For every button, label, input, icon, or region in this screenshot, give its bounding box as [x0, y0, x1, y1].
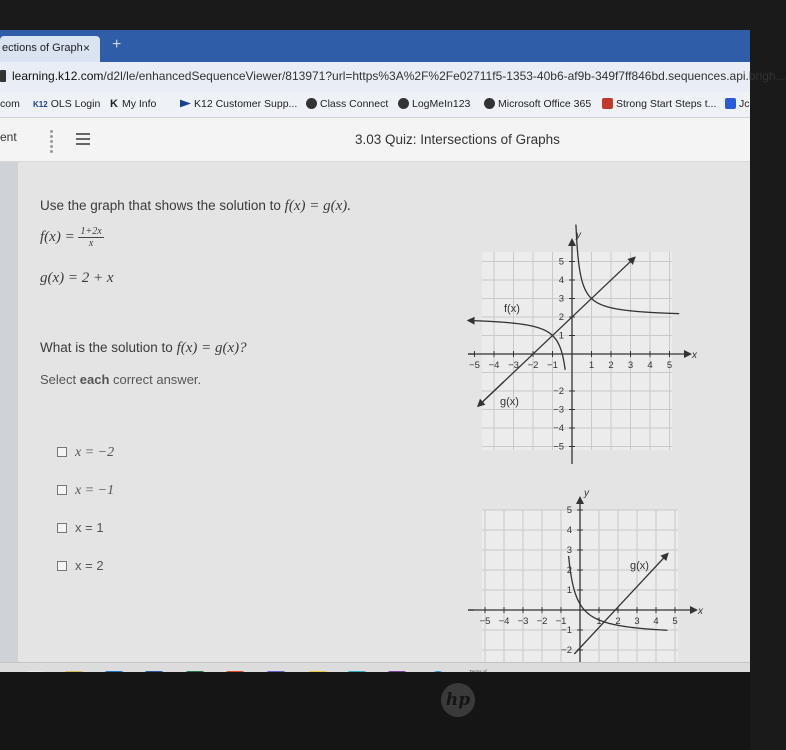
x-tick-label: −1	[555, 616, 567, 627]
site-info-icon[interactable]	[0, 70, 6, 82]
x-tick-label: −2	[527, 360, 539, 371]
f-denominator: x	[88, 238, 94, 249]
y-tick-label: 3	[558, 293, 564, 305]
url-host: learning.k12.com	[12, 69, 104, 83]
y-tick-label: 1	[566, 585, 572, 596]
g-definition: g(x) = 2 + x	[40, 270, 114, 286]
tab-close-icon[interactable]: ×	[83, 41, 91, 55]
hamburger-menu-icon[interactable]	[76, 133, 90, 144]
bookmark-strong-start[interactable]: Strong Start Steps t...	[602, 98, 716, 110]
g-label: g(x)	[630, 560, 649, 572]
question-prompt: Use the graph that shows the solution to f(x) = g(x).	[40, 198, 352, 214]
x-tick-label: 2	[608, 360, 614, 371]
address-bar[interactable]	[0, 62, 786, 92]
y-axis-label: y	[584, 488, 589, 499]
x-tick-label: −4	[488, 360, 500, 371]
bookmark-k12-customer-support[interactable]: K12 Customer Supp...	[180, 98, 297, 110]
globe-icon	[306, 98, 317, 109]
arrow-icon	[180, 98, 191, 109]
x-axis-label: x	[692, 350, 697, 361]
f-label: f(x)	[504, 303, 520, 315]
y-tick-label: 2	[558, 312, 564, 323]
url-text[interactable]	[12, 69, 786, 83]
x-tick-label: 3	[627, 360, 634, 371]
option-x-2[interactable]: x = 2	[57, 558, 104, 573]
bookmark-ols-login[interactable]: K12 OLS Login	[33, 98, 101, 110]
y-tick-label: −4	[553, 423, 564, 434]
page-title: 3.03 Quiz: Intersections of Graphs	[355, 132, 560, 147]
x-tick-label: −5	[469, 360, 480, 371]
y-tick-label: 5	[566, 505, 572, 516]
graph-2	[468, 488, 704, 686]
bookmark-jc[interactable]: Jc	[725, 98, 750, 110]
x-tick-label: 4	[653, 616, 659, 627]
y-tick-label: −5	[553, 441, 564, 453]
y-tick-label: 3	[566, 545, 572, 556]
globe-icon	[484, 98, 495, 109]
x-tick-label: −1	[547, 360, 558, 371]
x-tick-label: 3	[634, 616, 640, 627]
y-tick-label: 4	[566, 525, 572, 536]
tab-title: ections of Graph	[2, 42, 83, 54]
new-tab-button[interactable]: +	[112, 36, 122, 53]
y-axis-label: y	[576, 230, 581, 241]
x-tick-label: 1	[588, 360, 595, 371]
y-tick-label: 4	[558, 275, 564, 286]
y-tick-label: 1	[558, 330, 564, 342]
quiz-content	[0, 162, 750, 672]
y-tick-label: 2	[566, 565, 572, 576]
hp-logo: hp	[441, 683, 475, 717]
y-tick-label: 5	[558, 256, 564, 268]
option-x-neg2[interactable]: x = −2	[57, 444, 114, 461]
kebab-menu-icon[interactable]	[50, 128, 54, 150]
option-x-neg1[interactable]: x = −1	[57, 482, 114, 499]
url-path: /d2l/le/enhancedSequenceViewer/813971?url=https%3A%2F%2Fe02711f5-1353-40b6-af9b-349f7ff846bd.sequences.api.brigh...	[103, 69, 786, 83]
x-tick-label: −3	[517, 616, 529, 627]
browser-tab-bar	[0, 30, 750, 62]
x-tick-label: 1	[596, 616, 602, 627]
graph-1	[468, 225, 698, 465]
x-tick-label: 5	[672, 616, 678, 627]
f-numerator: 1+2x	[80, 226, 102, 237]
x-axis-label: x	[698, 606, 703, 617]
y-tick-label: −2	[561, 645, 572, 656]
bookmark-my-info[interactable]: K My Info	[110, 98, 157, 110]
blue-book-icon	[725, 98, 736, 109]
x-tick-label: −5	[479, 616, 491, 627]
y-tick-label: −2	[553, 386, 564, 397]
k12-k-logo-icon: K	[110, 98, 118, 110]
bookmark-logmein123[interactable]: LogMeIn123	[398, 98, 470, 110]
globe-icon	[398, 98, 409, 109]
bookmarks-bar	[0, 92, 750, 118]
red-square-icon	[602, 98, 613, 109]
option-x-1[interactable]: x = 1	[57, 520, 104, 535]
x-tick-label: −2	[536, 616, 548, 627]
x-tick-label: −3	[508, 360, 519, 371]
x-tick-label: 2	[615, 616, 621, 627]
laptop-bezel	[0, 672, 750, 750]
y-tick-label: −3	[553, 404, 564, 416]
y-tick-label: −1	[561, 625, 572, 636]
bookmark-class-connect[interactable]: Class Connect	[306, 98, 388, 110]
x-tick-label: 5	[666, 360, 673, 371]
prompt-equation: f(x) = g(x).	[284, 198, 352, 214]
browser-tab[interactable]	[0, 36, 100, 62]
instruction: Select each correct answer.	[40, 372, 202, 387]
bookmark-office-365[interactable]: Microsoft Office 365	[484, 98, 591, 110]
question-ask: What is the solution to f(x) = g(x)?	[40, 340, 247, 356]
bookmark-com[interactable]: com	[0, 98, 20, 110]
app-header	[0, 118, 750, 162]
k12-logo-icon: K12	[33, 100, 48, 109]
x-tick-label: −4	[498, 616, 510, 627]
graphs-layer	[0, 162, 750, 672]
graph-background	[482, 252, 672, 450]
f-label: f(x) =	[40, 229, 75, 246]
laptop-screen	[0, 30, 786, 672]
g-label: g(x)	[500, 396, 519, 408]
header-left-text: ent	[0, 130, 17, 144]
x-tick-label: 4	[647, 360, 653, 371]
ask-equation: f(x) = g(x)?	[176, 340, 247, 356]
